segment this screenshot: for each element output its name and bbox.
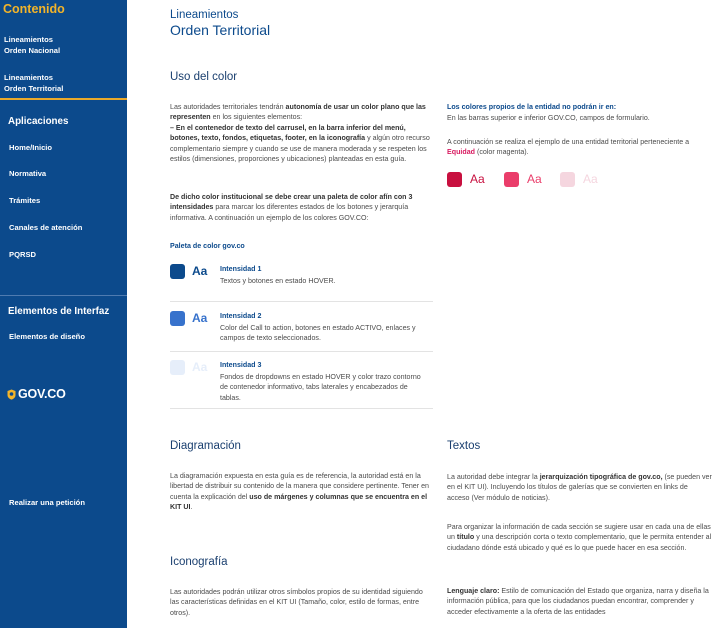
icon-section-heading: Iconografía bbox=[170, 556, 228, 568]
color-swatch bbox=[170, 360, 185, 375]
request-link[interactable]: Realizar una petición bbox=[9, 498, 85, 507]
palette-label: Paleta de color gov.co bbox=[170, 242, 245, 250]
color-swatch bbox=[170, 264, 185, 279]
intensity-row bbox=[170, 263, 434, 303]
text-paragraph-3: Lenguaje claro: Estilo de comunicación del Estado que organiza, narra y diseña la información pública, para que los ciudadanos puedan encontrar, comprender y acceder efectivamente a la oferta de las entidades bbox=[447, 587, 709, 616]
sidebar-item-line1: Lineamientos bbox=[4, 35, 53, 44]
divider bbox=[170, 301, 433, 302]
intensity-title: Intensidad 2 bbox=[220, 312, 262, 320]
text-section-heading: Textos bbox=[447, 440, 481, 452]
color-palette-text: De dicho color institucional se debe crear una paleta de color afín con 3 intensidades para marcar los diferentes estados de los botones y jerarquía informativa. A continuación un ejemplo de los colores GOV.CO: bbox=[170, 193, 413, 222]
text-paragraph-2: Para organizar la información de cada sección se sugiere usar en cada una de ellas un título y una descripción corta o texto complementario, que le permita entender al ciudadano dónde está ubicado y qué es lo que puede hacer en esa sección. bbox=[447, 523, 712, 552]
magenta-sample-text: Aa bbox=[583, 172, 598, 186]
example-text: A continuación se realiza el ejemplo de una entidad territorial perteneciente a Equidad (color magenta). bbox=[447, 138, 690, 157]
restriction-text: En las barras superior e inferior GOV.CO, campos de formulario. bbox=[447, 114, 650, 122]
intensity-desc: Color del Call to action, botones en estado ACTIVO, enlaces y campos de texto seleccionados. bbox=[220, 324, 416, 343]
govco-shield-icon bbox=[7, 389, 16, 400]
sidebar-item-home[interactable]: Home/Inicio bbox=[9, 143, 53, 152]
color-swatch bbox=[170, 311, 185, 326]
diagram-text: La diagramación expuesta en esta guía es de referencia, la autoridad está en la libertad de distribuir su contenido de la manera que considere pertinente. Tener en cuenta la explicación del uso de márgenes y columnas que se encuentra en el KIT UI. bbox=[170, 472, 429, 512]
sidebar-divider bbox=[0, 295, 127, 296]
sidebar-item-orden-nacional[interactable] bbox=[4, 34, 60, 56]
page-title: Orden Territorial bbox=[170, 22, 271, 38]
intensity-desc: Fondos de dropdowns en estado HOVER y color trazo contorno de contenedor informativo, tabs laterales y encabezados de tablas. bbox=[220, 373, 421, 402]
swatch-sample-text: Aa bbox=[192, 311, 208, 325]
divider bbox=[170, 408, 433, 409]
breadcrumb: Lineamientos bbox=[170, 9, 239, 21]
magenta-sample-text: Aa bbox=[470, 172, 485, 186]
sidebar-section-elementos: Elementos de Interfaz bbox=[8, 306, 110, 317]
main-content bbox=[127, 0, 718, 628]
sidebar-item-tramites[interactable]: Trámites bbox=[9, 196, 41, 205]
active-indicator bbox=[0, 98, 127, 100]
color-intro-text: Las autoridades territoriales tendrán autonomía de usar un color plano que las representen en los siguientes elementos: – En el contenedor de texto del carrusel, en la barra inferior del menú, botones, texto, fondos, etiquetas, footer, en la iconografía y algún otro recurso complementario siempre y cuando se use de manera moderada y se respeten los estilos (dimensiones, proporciones y ubicaciones) planteadas en esta guía. bbox=[170, 103, 430, 164]
magenta-swatch bbox=[560, 172, 575, 187]
sidebar-section-aplicaciones: Aplicaciones bbox=[8, 116, 69, 127]
text-paragraph-1: La autoridad debe integrar la jerarquización tipográfica de gov.co, (se pueden ver en el KIT UI). Incluyendo los títulos de galerías que se convierten en links de acceso (Ver módulo de noticias). bbox=[447, 473, 712, 502]
sidebar-item-orden-territorial[interactable] bbox=[4, 72, 63, 94]
restriction-heading: Los colores propios de la entidad no podrán ir en: bbox=[447, 103, 617, 111]
intensity-row bbox=[170, 310, 434, 350]
sidebar-title: Contenido bbox=[3, 2, 65, 16]
magenta-sample-text: Aa bbox=[527, 172, 542, 186]
intensity-title: Intensidad 1 bbox=[220, 265, 262, 273]
sidebar-item-canales[interactable]: Canales de atención bbox=[9, 223, 83, 232]
magenta-swatch bbox=[447, 172, 462, 187]
sidebar bbox=[0, 0, 127, 628]
govco-logo-text: GOV.CO bbox=[18, 387, 66, 401]
sidebar-item-pqrsd[interactable]: PQRSD bbox=[9, 250, 37, 259]
govco-logo[interactable] bbox=[7, 387, 66, 401]
sidebar-item-line2: Orden Territorial bbox=[4, 84, 64, 93]
sidebar-item-normativa[interactable]: Normativa bbox=[9, 169, 47, 178]
swatch-sample-text: Aa bbox=[192, 360, 208, 374]
intensity-desc: Textos y botones en estado HOVER. bbox=[220, 277, 336, 285]
sidebar-item-line2: Orden Nacional bbox=[4, 46, 61, 55]
sidebar-item-elementos-diseno[interactable]: Elementos de diseño bbox=[9, 332, 85, 341]
magenta-swatch bbox=[504, 172, 519, 187]
diagram-section-heading: Diagramación bbox=[170, 440, 241, 452]
swatch-sample-text: Aa bbox=[192, 264, 208, 278]
intensity-title: Intensidad 3 bbox=[220, 361, 262, 369]
divider bbox=[170, 351, 433, 352]
icon-text: Las autoridades podrán utilizar otros símbolos propios de su identidad siguiendo las características definidas en el KIT UI (Tamaño, color, estilo de formas, entre otros). bbox=[170, 588, 423, 617]
sidebar-item-line1: Lineamientos bbox=[4, 73, 53, 82]
color-section-heading: Uso del color bbox=[170, 71, 238, 83]
intensity-row bbox=[170, 359, 434, 409]
